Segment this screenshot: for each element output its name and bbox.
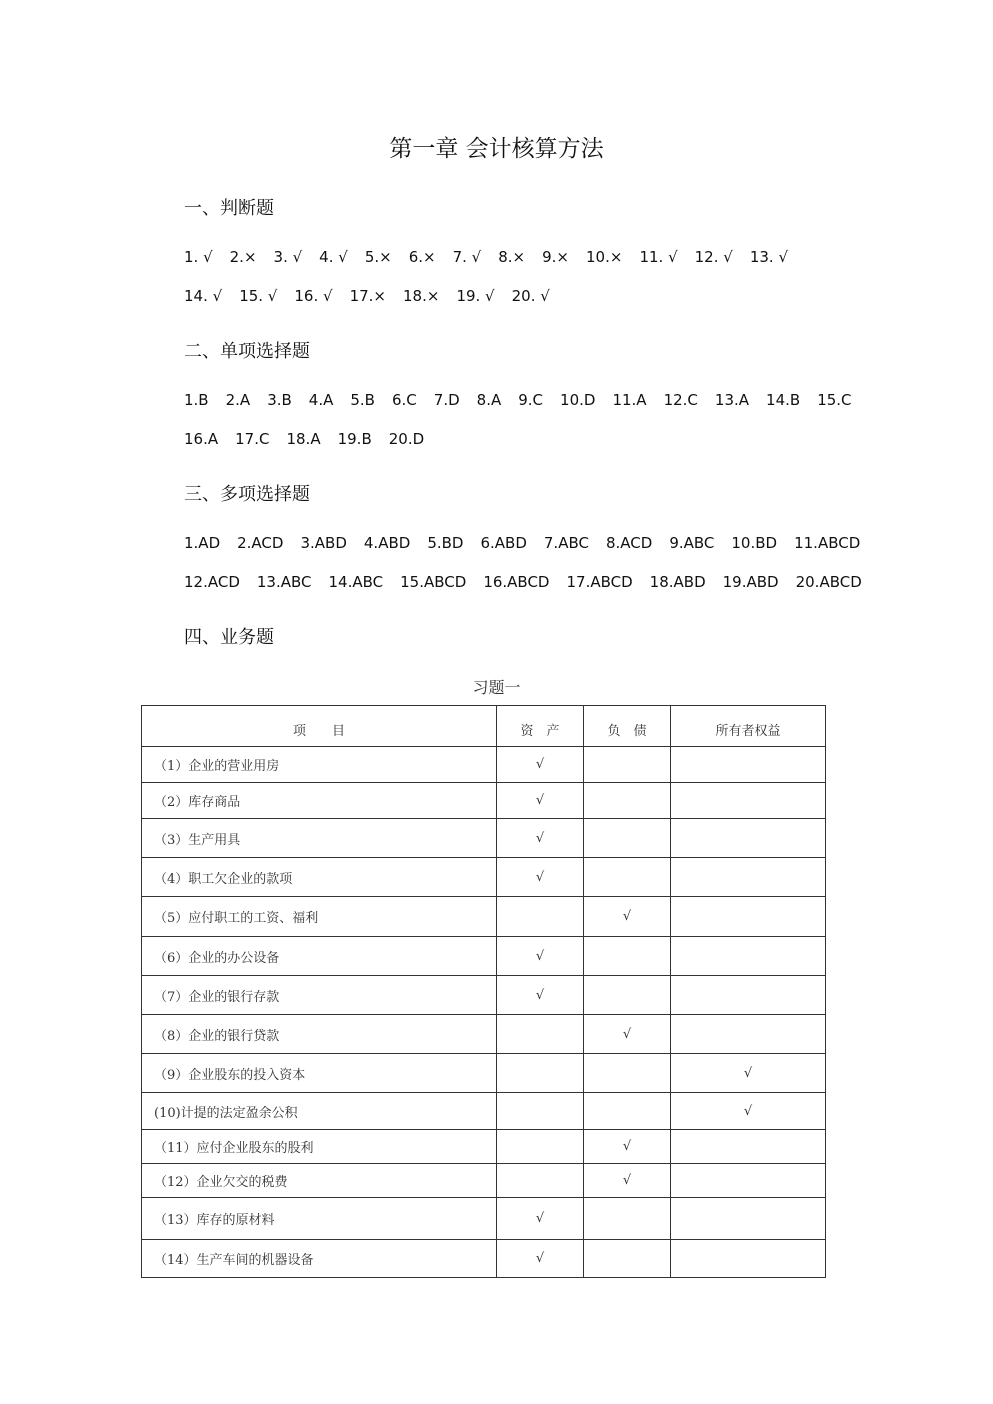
answer-item: 5.BD — [427, 534, 464, 552]
answer-item: 19.ABD — [722, 573, 779, 591]
answer-item: 5.× — [364, 248, 392, 266]
equity-cell — [671, 937, 826, 976]
assets-cell — [497, 897, 584, 937]
answer-item: 18.ABD — [649, 573, 706, 591]
header-equity: 所有者权益 — [671, 706, 826, 747]
equity-cell: √ — [671, 1093, 826, 1130]
answer-item: 6.× — [408, 248, 436, 266]
section-heading: 四、业务题 — [184, 627, 274, 648]
answer-item: 4.ABD — [363, 534, 411, 552]
header-item: 项 目 — [142, 706, 497, 747]
answer-item: 1. √ — [184, 248, 213, 266]
equity-cell — [671, 1164, 826, 1198]
table-row — [142, 1130, 826, 1164]
answer-item: 10.× — [586, 248, 623, 266]
table-row — [142, 1015, 826, 1054]
answer-item: 13.ABC — [256, 573, 312, 591]
answer-item: 9.ABC — [669, 534, 715, 552]
table-row — [142, 783, 826, 819]
classification-table — [141, 705, 826, 1278]
answer-item: 2.ACD — [237, 534, 284, 552]
answer-item: 11.ABCD — [794, 534, 861, 552]
answer-item: 8.ACD — [605, 534, 653, 552]
equity-cell — [671, 897, 826, 937]
answer-line — [184, 391, 869, 409]
answer-item: 20.D — [388, 430, 425, 448]
answer-item: 5.B — [350, 391, 375, 409]
liabilities-cell — [584, 976, 671, 1015]
answer-item: 4.A — [308, 391, 334, 409]
equity-cell — [671, 1015, 826, 1054]
answer-item: 8.A — [476, 391, 502, 409]
answer-line — [184, 248, 805, 266]
section-heading: 二、单项选择题 — [184, 341, 310, 362]
equity-cell — [671, 976, 826, 1015]
answer-item: 20. √ — [511, 287, 550, 305]
liabilities-cell: √ — [584, 1015, 671, 1054]
liabilities-cell — [584, 1240, 671, 1278]
table-row — [142, 1054, 826, 1093]
answer-item: 4. √ — [319, 248, 348, 266]
answer-item: 17.ABCD — [566, 573, 633, 591]
answer-item: 2.A — [225, 391, 251, 409]
liabilities-cell: √ — [584, 1164, 671, 1198]
row-item: （12）企业欠交的税费 — [142, 1164, 497, 1198]
answer-item: 10.D — [560, 391, 596, 409]
answer-line — [184, 534, 877, 552]
answer-item: 1.B — [184, 391, 209, 409]
answer-item: 20.ABCD — [795, 573, 862, 591]
table-row — [142, 1164, 826, 1198]
table-row — [142, 1093, 826, 1130]
answer-item: 17.× — [349, 287, 386, 305]
answer-item: 14.ABC — [328, 573, 384, 591]
answer-item: 15.C — [817, 391, 852, 409]
assets-cell: √ — [497, 976, 584, 1015]
answer-item: 10.BD — [731, 534, 778, 552]
liabilities-cell — [584, 937, 671, 976]
answer-item: 16.A — [184, 430, 219, 448]
header-assets: 资 产 — [497, 706, 584, 747]
row-item: （2）库存商品 — [142, 783, 497, 819]
answer-item: 16. √ — [294, 287, 333, 305]
answer-item: 19.B — [337, 430, 372, 448]
answer-item: 14. √ — [184, 287, 223, 305]
table-row — [142, 1198, 826, 1240]
equity-cell — [671, 858, 826, 897]
answer-item: 1.AD — [184, 534, 221, 552]
liabilities-cell — [584, 819, 671, 858]
row-item: （7）企业的银行存款 — [142, 976, 497, 1015]
answer-item: 11.A — [612, 391, 647, 409]
assets-cell: √ — [497, 747, 584, 783]
answer-item: 6.C — [391, 391, 417, 409]
equity-cell — [671, 783, 826, 819]
answer-item: 9.C — [518, 391, 544, 409]
row-item: （13）库存的原材料 — [142, 1198, 497, 1240]
answer-item: 3.ABD — [300, 534, 347, 552]
liabilities-cell — [584, 858, 671, 897]
row-item: （3）生产用具 — [142, 819, 497, 858]
equity-cell — [671, 1130, 826, 1164]
equity-cell: √ — [671, 1054, 826, 1093]
answer-line — [184, 430, 441, 448]
liabilities-cell — [584, 783, 671, 819]
row-item: （9）企业股东的投入资本 — [142, 1054, 497, 1093]
table-row — [142, 937, 826, 976]
table-row — [142, 976, 826, 1015]
answer-item: 15.ABCD — [400, 573, 467, 591]
answer-item: 2.× — [229, 248, 257, 266]
answer-item: 17.C — [235, 430, 270, 448]
answer-item: 12. √ — [694, 248, 733, 266]
equity-cell — [671, 819, 826, 858]
answer-item: 19. √ — [456, 287, 495, 305]
answer-item: 11. √ — [639, 248, 678, 266]
row-item: （4）职工欠企业的款项 — [142, 858, 497, 897]
table-row — [142, 897, 826, 937]
answer-item: 15. √ — [239, 287, 278, 305]
answer-item: 14.B — [766, 391, 801, 409]
answer-item: 8.× — [498, 248, 526, 266]
assets-cell: √ — [497, 783, 584, 819]
header-liabilities: 负 债 — [584, 706, 671, 747]
row-item: （5）应付职工的工资、福利 — [142, 897, 497, 937]
answer-item: 3. √ — [273, 248, 303, 266]
assets-cell — [497, 1093, 584, 1130]
equity-cell — [671, 747, 826, 783]
row-item: (10)计提的法定盈余公积 — [142, 1093, 497, 1130]
answer-item: 7. √ — [452, 248, 482, 266]
answer-item: 16.ABCD — [483, 573, 550, 591]
assets-cell: √ — [497, 858, 584, 897]
assets-cell: √ — [497, 1198, 584, 1240]
table-row — [142, 858, 826, 897]
answer-item: 3.B — [267, 391, 292, 409]
equity-cell — [671, 1240, 826, 1278]
answer-item: 13. √ — [749, 248, 789, 266]
table-row — [142, 747, 826, 783]
section-heading: 一、判断题 — [184, 198, 274, 219]
assets-cell: √ — [497, 937, 584, 976]
liabilities-cell — [584, 1198, 671, 1240]
answer-item: 9.× — [542, 248, 570, 266]
answer-item: 12.ACD — [184, 573, 240, 591]
assets-cell: √ — [497, 1240, 584, 1278]
row-item: （1）企业的营业用房 — [142, 747, 497, 783]
answer-item: 18.A — [286, 430, 321, 448]
answer-item: 18.× — [403, 287, 440, 305]
equity-cell — [671, 1198, 826, 1240]
answer-item: 6.ABD — [480, 534, 527, 552]
answer-item: 12.C — [663, 391, 698, 409]
assets-cell — [497, 1015, 584, 1054]
row-item: （8）企业的银行贷款 — [142, 1015, 497, 1054]
answer-item: 7.ABC — [543, 534, 589, 552]
row-item: （11）应付企业股东的股利 — [142, 1130, 497, 1164]
assets-cell — [497, 1054, 584, 1093]
table-row — [142, 1240, 826, 1278]
liabilities-cell — [584, 747, 671, 783]
assets-cell — [497, 1164, 584, 1198]
table-row — [142, 819, 826, 858]
table-caption: 习题一 — [472, 678, 521, 697]
row-item: （14）生产车间的机器设备 — [142, 1240, 497, 1278]
answer-line — [184, 287, 567, 305]
liabilities-cell: √ — [584, 897, 671, 937]
answer-item: 13.A — [714, 391, 750, 409]
chapter-title: 第一章 会计核算方法 — [389, 136, 604, 162]
answer-item: 7.D — [433, 391, 460, 409]
section-heading: 三、多项选择题 — [184, 484, 310, 505]
row-item: （6）企业的办公设备 — [142, 937, 497, 976]
assets-cell — [497, 1130, 584, 1164]
liabilities-cell: √ — [584, 1130, 671, 1164]
liabilities-cell — [584, 1093, 671, 1130]
assets-cell: √ — [497, 819, 584, 858]
answer-line — [184, 573, 879, 591]
liabilities-cell — [584, 1054, 671, 1093]
